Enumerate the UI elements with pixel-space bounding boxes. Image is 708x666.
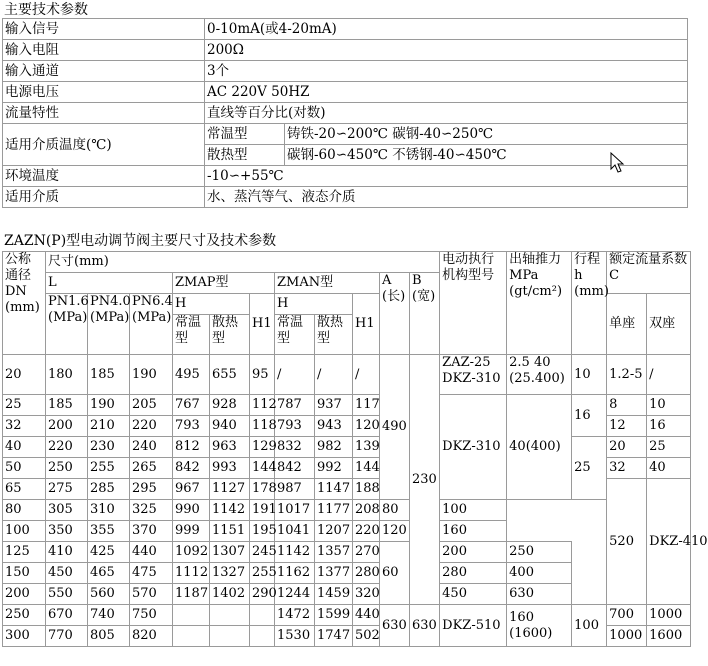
table-row xyxy=(3,500,691,521)
cell-stroke: 60 xyxy=(380,542,410,605)
spec-value: AC 220V 50HZ xyxy=(205,82,688,103)
cell-zman-normal: / xyxy=(275,355,315,395)
cell-pn64: 240 xyxy=(130,437,173,458)
cell-stroke: 10 xyxy=(572,355,607,395)
cell-zmap-cool xyxy=(210,626,250,647)
cell-zmap-cool: 1307 xyxy=(210,542,250,563)
cell-pn40: 185 xyxy=(88,355,130,395)
cell-pn16: 220 xyxy=(46,437,88,458)
cell-single: 280 xyxy=(440,563,507,584)
cell-zmap-h1: 112 xyxy=(250,395,275,416)
cell-pn40: 210 xyxy=(88,416,130,437)
cell-zman-cool: 1599 xyxy=(315,605,353,626)
cell-zmap-h1: 144 xyxy=(250,458,275,479)
mouse-cursor-icon xyxy=(610,152,626,174)
table-row xyxy=(3,563,691,584)
cell-zman-normal: 1530 xyxy=(275,626,315,647)
cell-zman-normal: 832 xyxy=(275,437,315,458)
cell-zmap-cool: 963 xyxy=(210,437,250,458)
cell-actuator: DKZ-510 xyxy=(440,605,507,647)
cell-pn40: 310 xyxy=(88,500,130,521)
cell-zman-h1: 208 xyxy=(353,500,380,521)
cell-zman-cool: 1177 xyxy=(315,500,353,521)
cell-pn64: 325 xyxy=(130,500,173,521)
cell-zman-cool: 1147 xyxy=(315,479,353,500)
spec-value: 碳钢-60∽450℃ 不锈钢-40∽450℃ xyxy=(285,145,688,166)
cell-pn64: 440 xyxy=(130,542,173,563)
cell-zmap-normal: 990 xyxy=(173,500,210,521)
cell-zmap-normal: 1112 xyxy=(173,563,210,584)
header-double: 双座 xyxy=(647,294,691,355)
cell-zman-h1: 270 xyxy=(353,542,380,563)
cell-pn40: 255 xyxy=(88,458,130,479)
spec-value: 直线等百分比(对数) xyxy=(205,103,688,124)
cell-zman-cool: 1377 xyxy=(315,563,353,584)
cell-pn16: 185 xyxy=(46,395,88,416)
cell-single: 1000 xyxy=(607,626,647,647)
cell-single: 1.2-5 xyxy=(607,355,647,395)
cell-pn64: 205 xyxy=(130,395,173,416)
cell-single: 120 xyxy=(380,521,410,542)
cell-zmap-cool: 928 xyxy=(210,395,250,416)
cell-zmap-cool: 1142 xyxy=(210,500,250,521)
cell-pn16: 550 xyxy=(46,584,88,605)
cell-pn64: 265 xyxy=(130,458,173,479)
cell-thrust: 40(400) xyxy=(507,395,572,500)
table-row xyxy=(3,124,688,145)
spec-value: 3个 xyxy=(205,61,688,82)
cell-zman-h1: 120 xyxy=(353,416,380,437)
cell-actuator: DKZ-410 xyxy=(647,479,691,605)
header-stroke: 行程h (mm) xyxy=(572,252,607,355)
cell-double: 1600 xyxy=(647,626,691,647)
cell-zmap-cool: 993 xyxy=(210,458,250,479)
spec-label: 适用介质温度(℃) xyxy=(3,124,205,166)
cell-double: 40 xyxy=(647,458,691,479)
cell-zmap-h1: 191 xyxy=(250,500,275,521)
cell-zman-normal: 793 xyxy=(275,416,315,437)
cell-pn16: 200 xyxy=(46,416,88,437)
cell-pn64: 220 xyxy=(130,416,173,437)
cell-zmap-h1: 95 xyxy=(250,355,275,395)
cell-pn16: 250 xyxy=(46,458,88,479)
cell-double: / xyxy=(647,355,691,395)
cell-zman-h1: 220 xyxy=(353,521,380,542)
header-zmap-cool: 散热型 xyxy=(210,315,250,355)
cell-zmap-h1: 290 xyxy=(250,584,275,605)
cell-pn40: 805 xyxy=(88,626,130,647)
cell-dn: 50 xyxy=(3,458,46,479)
cell-pn64: 750 xyxy=(130,605,173,626)
table-row xyxy=(3,355,691,395)
header-zman-h: H xyxy=(275,294,353,315)
cell-zmap-h1 xyxy=(250,626,275,647)
table-row xyxy=(3,40,688,61)
cell-pn16: 305 xyxy=(46,500,88,521)
cell-single: 12 xyxy=(607,416,647,437)
cell-double: 250 xyxy=(507,542,572,563)
cell-pn40: 230 xyxy=(88,437,130,458)
cell-actuator: ZAZ-25 DKZ-310 xyxy=(440,355,507,395)
cell-zman-cool: 937 xyxy=(315,395,353,416)
cell-zman-h1: 440 xyxy=(353,605,380,626)
spec-value: 200Ω xyxy=(205,40,688,61)
cell-zmap-normal: 967 xyxy=(173,479,210,500)
cell-pn16: 410 xyxy=(46,542,88,563)
cell-double: 10 xyxy=(647,395,691,416)
cell-single: 8 xyxy=(607,395,647,416)
cell-double: 25 xyxy=(647,437,691,458)
dimension-table xyxy=(2,251,708,647)
cell-zman-h1: 139 xyxy=(353,437,380,458)
cell-single: 200 xyxy=(440,542,507,563)
table-row xyxy=(3,521,691,542)
cell-pn40: 190 xyxy=(88,395,130,416)
cell-a: 490 xyxy=(380,355,410,500)
cell-zman-normal: 1472 xyxy=(275,605,315,626)
cell-zmap-cool: 1151 xyxy=(210,521,250,542)
cell-zmap-normal xyxy=(173,605,210,626)
cell-zmap-normal: 495 xyxy=(173,355,210,395)
cell-zmap-h1: 195 xyxy=(250,521,275,542)
cell-single: 20 xyxy=(607,437,647,458)
header-thrust xyxy=(507,252,572,355)
cell-zmap-cool xyxy=(210,605,250,626)
cell-dn: 250 xyxy=(3,605,46,626)
header-pn16: PN1.6 (MPa) xyxy=(46,294,88,355)
cell-pn16: 670 xyxy=(46,605,88,626)
cell-zmap-normal: 842 xyxy=(173,458,210,479)
header-single: 单座 xyxy=(607,294,647,355)
cell-actuator: DKZ-310 xyxy=(440,395,507,500)
cell-dn: 125 xyxy=(3,542,46,563)
cell-stroke: 16 xyxy=(572,395,607,437)
cell-pn40: 285 xyxy=(88,479,130,500)
cell-zmap-normal: 812 xyxy=(173,437,210,458)
cell-zmap-h1: 118 xyxy=(250,416,275,437)
cell-pn40: 740 xyxy=(88,605,130,626)
cell-dn: 300 xyxy=(3,626,46,647)
cell-zmap-normal: 793 xyxy=(173,416,210,437)
spec-value: -10∽+55℃ xyxy=(205,166,688,187)
table-row xyxy=(3,82,688,103)
header-l: L xyxy=(46,273,173,294)
spec-value: 铸铁-20∽200℃ 碳钢-40∽250℃ xyxy=(285,124,688,145)
header-flow: 额定流量系数C xyxy=(607,252,691,294)
header-zmap-h: H xyxy=(173,294,250,315)
cell-zmap-cool: 940 xyxy=(210,416,250,437)
spec-label: 输入通道 xyxy=(3,61,205,82)
cell-stroke: 100 xyxy=(572,605,607,647)
table-row xyxy=(3,166,688,187)
cell-dn: 40 xyxy=(3,437,46,458)
cell-zman-normal: 787 xyxy=(275,395,315,416)
cell-a: 520 xyxy=(607,479,647,605)
header-zman-cool: 散热型 xyxy=(315,315,353,355)
cell-pn64: 370 xyxy=(130,521,173,542)
cell-zman-cool: 943 xyxy=(315,416,353,437)
cell-zman-normal: 842 xyxy=(275,458,315,479)
spec-value: 0-10mA(或4-20mA) xyxy=(205,19,688,40)
cell-zmap-h1: 129 xyxy=(250,437,275,458)
header-zmap-normal: 常温型 xyxy=(173,315,210,355)
cell-zman-h1: 117 xyxy=(353,395,380,416)
cell-pn64: 295 xyxy=(130,479,173,500)
cell-single: 700 xyxy=(607,605,647,626)
thrust-label: 出轴推力MPa xyxy=(509,252,562,283)
cell-zmap-cool: 1402 xyxy=(210,584,250,605)
table-row xyxy=(3,542,691,563)
cell-dn: 25 xyxy=(3,395,46,416)
cell-dn: 80 xyxy=(3,500,46,521)
cell-a: 630 xyxy=(380,605,410,647)
table-row xyxy=(3,584,691,605)
cell-zman-cool: / xyxy=(315,355,353,395)
table-row xyxy=(3,252,691,273)
cell-double: 630 xyxy=(507,584,572,605)
cell-zman-normal: 1162 xyxy=(275,563,315,584)
header-actuator: 电动执行机构型号 xyxy=(440,252,507,355)
cell-stroke: 25 xyxy=(572,437,607,500)
cell-zman-cool: 992 xyxy=(315,458,353,479)
cell-pn64: 570 xyxy=(130,584,173,605)
cell-single: 450 xyxy=(440,584,507,605)
cell-pn64: 190 xyxy=(130,355,173,395)
spec-subtype: 常温型 xyxy=(205,124,285,145)
cell-double: 400 xyxy=(507,563,572,584)
cell-zmap-normal: 767 xyxy=(173,395,210,416)
header-pn64: PN6.4 (MPa) xyxy=(130,294,173,355)
header-zman: ZMAN型 xyxy=(275,273,380,294)
cell-dn: 100 xyxy=(3,521,46,542)
spec-label: 环境温度 xyxy=(3,166,205,187)
cell-zman-cool: 1207 xyxy=(315,521,353,542)
cell-zman-h1: 280 xyxy=(353,563,380,584)
cell-zmap-normal: 1187 xyxy=(173,584,210,605)
cell-zman-cool: 1357 xyxy=(315,542,353,563)
cell-zman-normal: 987 xyxy=(275,479,315,500)
cell-thrust: 2.5 40 (25.400) xyxy=(507,355,572,395)
cell-zman-normal: 1244 xyxy=(275,584,315,605)
cell-pn16: 350 xyxy=(46,521,88,542)
table-row xyxy=(3,61,688,82)
header-pn40: PN4.0 (MPa) xyxy=(88,294,130,355)
cell-pn40: 355 xyxy=(88,521,130,542)
cell-zman-h1: 188 xyxy=(353,479,380,500)
cell-zmap-normal xyxy=(173,626,210,647)
header-zman-normal: 常温型 xyxy=(275,315,315,355)
cell-pn16: 770 xyxy=(46,626,88,647)
cell-pn40: 465 xyxy=(88,563,130,584)
cell-zman-normal: 1142 xyxy=(275,542,315,563)
table-row xyxy=(3,103,688,124)
cell-dn: 65 xyxy=(3,479,46,500)
cell-zmap-normal: 1092 xyxy=(173,542,210,563)
spec-title: 主要技术参数 xyxy=(4,2,88,18)
cell-b: 630 xyxy=(410,605,440,647)
cell-pn64: 475 xyxy=(130,563,173,584)
header-zmap: ZMAP型 xyxy=(173,273,275,294)
cell-zmap-h1: 255 xyxy=(250,563,275,584)
cell-single: 32 xyxy=(607,458,647,479)
cell-zman-normal: 1041 xyxy=(275,521,315,542)
cell-zman-cool: 982 xyxy=(315,437,353,458)
cell-double: 16 xyxy=(647,416,691,437)
cell-zman-h1: 144 xyxy=(353,458,380,479)
cell-dn: 200 xyxy=(3,584,46,605)
cell-double: 160 xyxy=(440,521,507,542)
thrust-unit: (gt/cm²) xyxy=(509,284,563,299)
cell-zman-h1: 320 xyxy=(353,584,380,605)
spec-label: 电源电压 xyxy=(3,82,205,103)
cell-double: 100 xyxy=(440,500,507,521)
header-zman-h1: H1 xyxy=(353,294,380,355)
spec-value: 水、蒸汽等气、液态介质 xyxy=(205,187,688,208)
header-a: A (长) xyxy=(380,273,410,355)
cell-pn40: 425 xyxy=(88,542,130,563)
header-zmap-h1: H1 xyxy=(250,294,275,355)
table-row xyxy=(3,19,688,40)
cell-zmap-h1 xyxy=(250,605,275,626)
table-row xyxy=(3,437,691,458)
spec-label: 流量特性 xyxy=(3,103,205,124)
cell-double: 1000 xyxy=(647,605,691,626)
cell-pn16: 275 xyxy=(46,479,88,500)
cell-zman-h1: 502 xyxy=(353,626,380,647)
spec-label: 适用介质 xyxy=(3,187,205,208)
cell-single: 80 xyxy=(380,500,410,521)
cell-zmap-cool: 655 xyxy=(210,355,250,395)
cell-dn: 32 xyxy=(3,416,46,437)
header-b: B (宽) xyxy=(410,273,440,355)
spec-label: 输入电阻 xyxy=(3,40,205,61)
cell-zman-cool: 1747 xyxy=(315,626,353,647)
header-size: 尺寸(mm) xyxy=(46,252,440,273)
cell-thrust: 160 (1600) xyxy=(507,605,572,647)
cell-zmap-cool: 1127 xyxy=(210,479,250,500)
dimension-title: ZAZN(P)型电动调节阀主要尺寸及技术参数 xyxy=(4,233,277,249)
cell-pn16: 450 xyxy=(46,563,88,584)
cell-zmap-h1: 178 xyxy=(250,479,275,500)
table-row xyxy=(3,395,691,416)
cell-pn40: 560 xyxy=(88,584,130,605)
table-row xyxy=(3,187,688,208)
table-row xyxy=(3,605,691,626)
cell-pn16: 180 xyxy=(46,355,88,395)
cell-pn64: 820 xyxy=(130,626,173,647)
spec-table xyxy=(2,18,688,208)
spec-subtype: 散热型 xyxy=(205,145,285,166)
spec-label: 输入信号 xyxy=(3,19,205,40)
cell-zmap-cool: 1327 xyxy=(210,563,250,584)
cell-b: 230 xyxy=(410,355,440,605)
cell-zman-cool: 1459 xyxy=(315,584,353,605)
cell-zmap-h1: 245 xyxy=(250,542,275,563)
cell-dn: 20 xyxy=(3,355,46,395)
cell-zman-normal: 1017 xyxy=(275,500,315,521)
cell-dn: 150 xyxy=(3,563,46,584)
header-dn: 公称通径DN (mm) xyxy=(3,252,46,355)
cell-zmap-normal: 999 xyxy=(173,521,210,542)
cell-zman-h1: / xyxy=(353,355,380,395)
